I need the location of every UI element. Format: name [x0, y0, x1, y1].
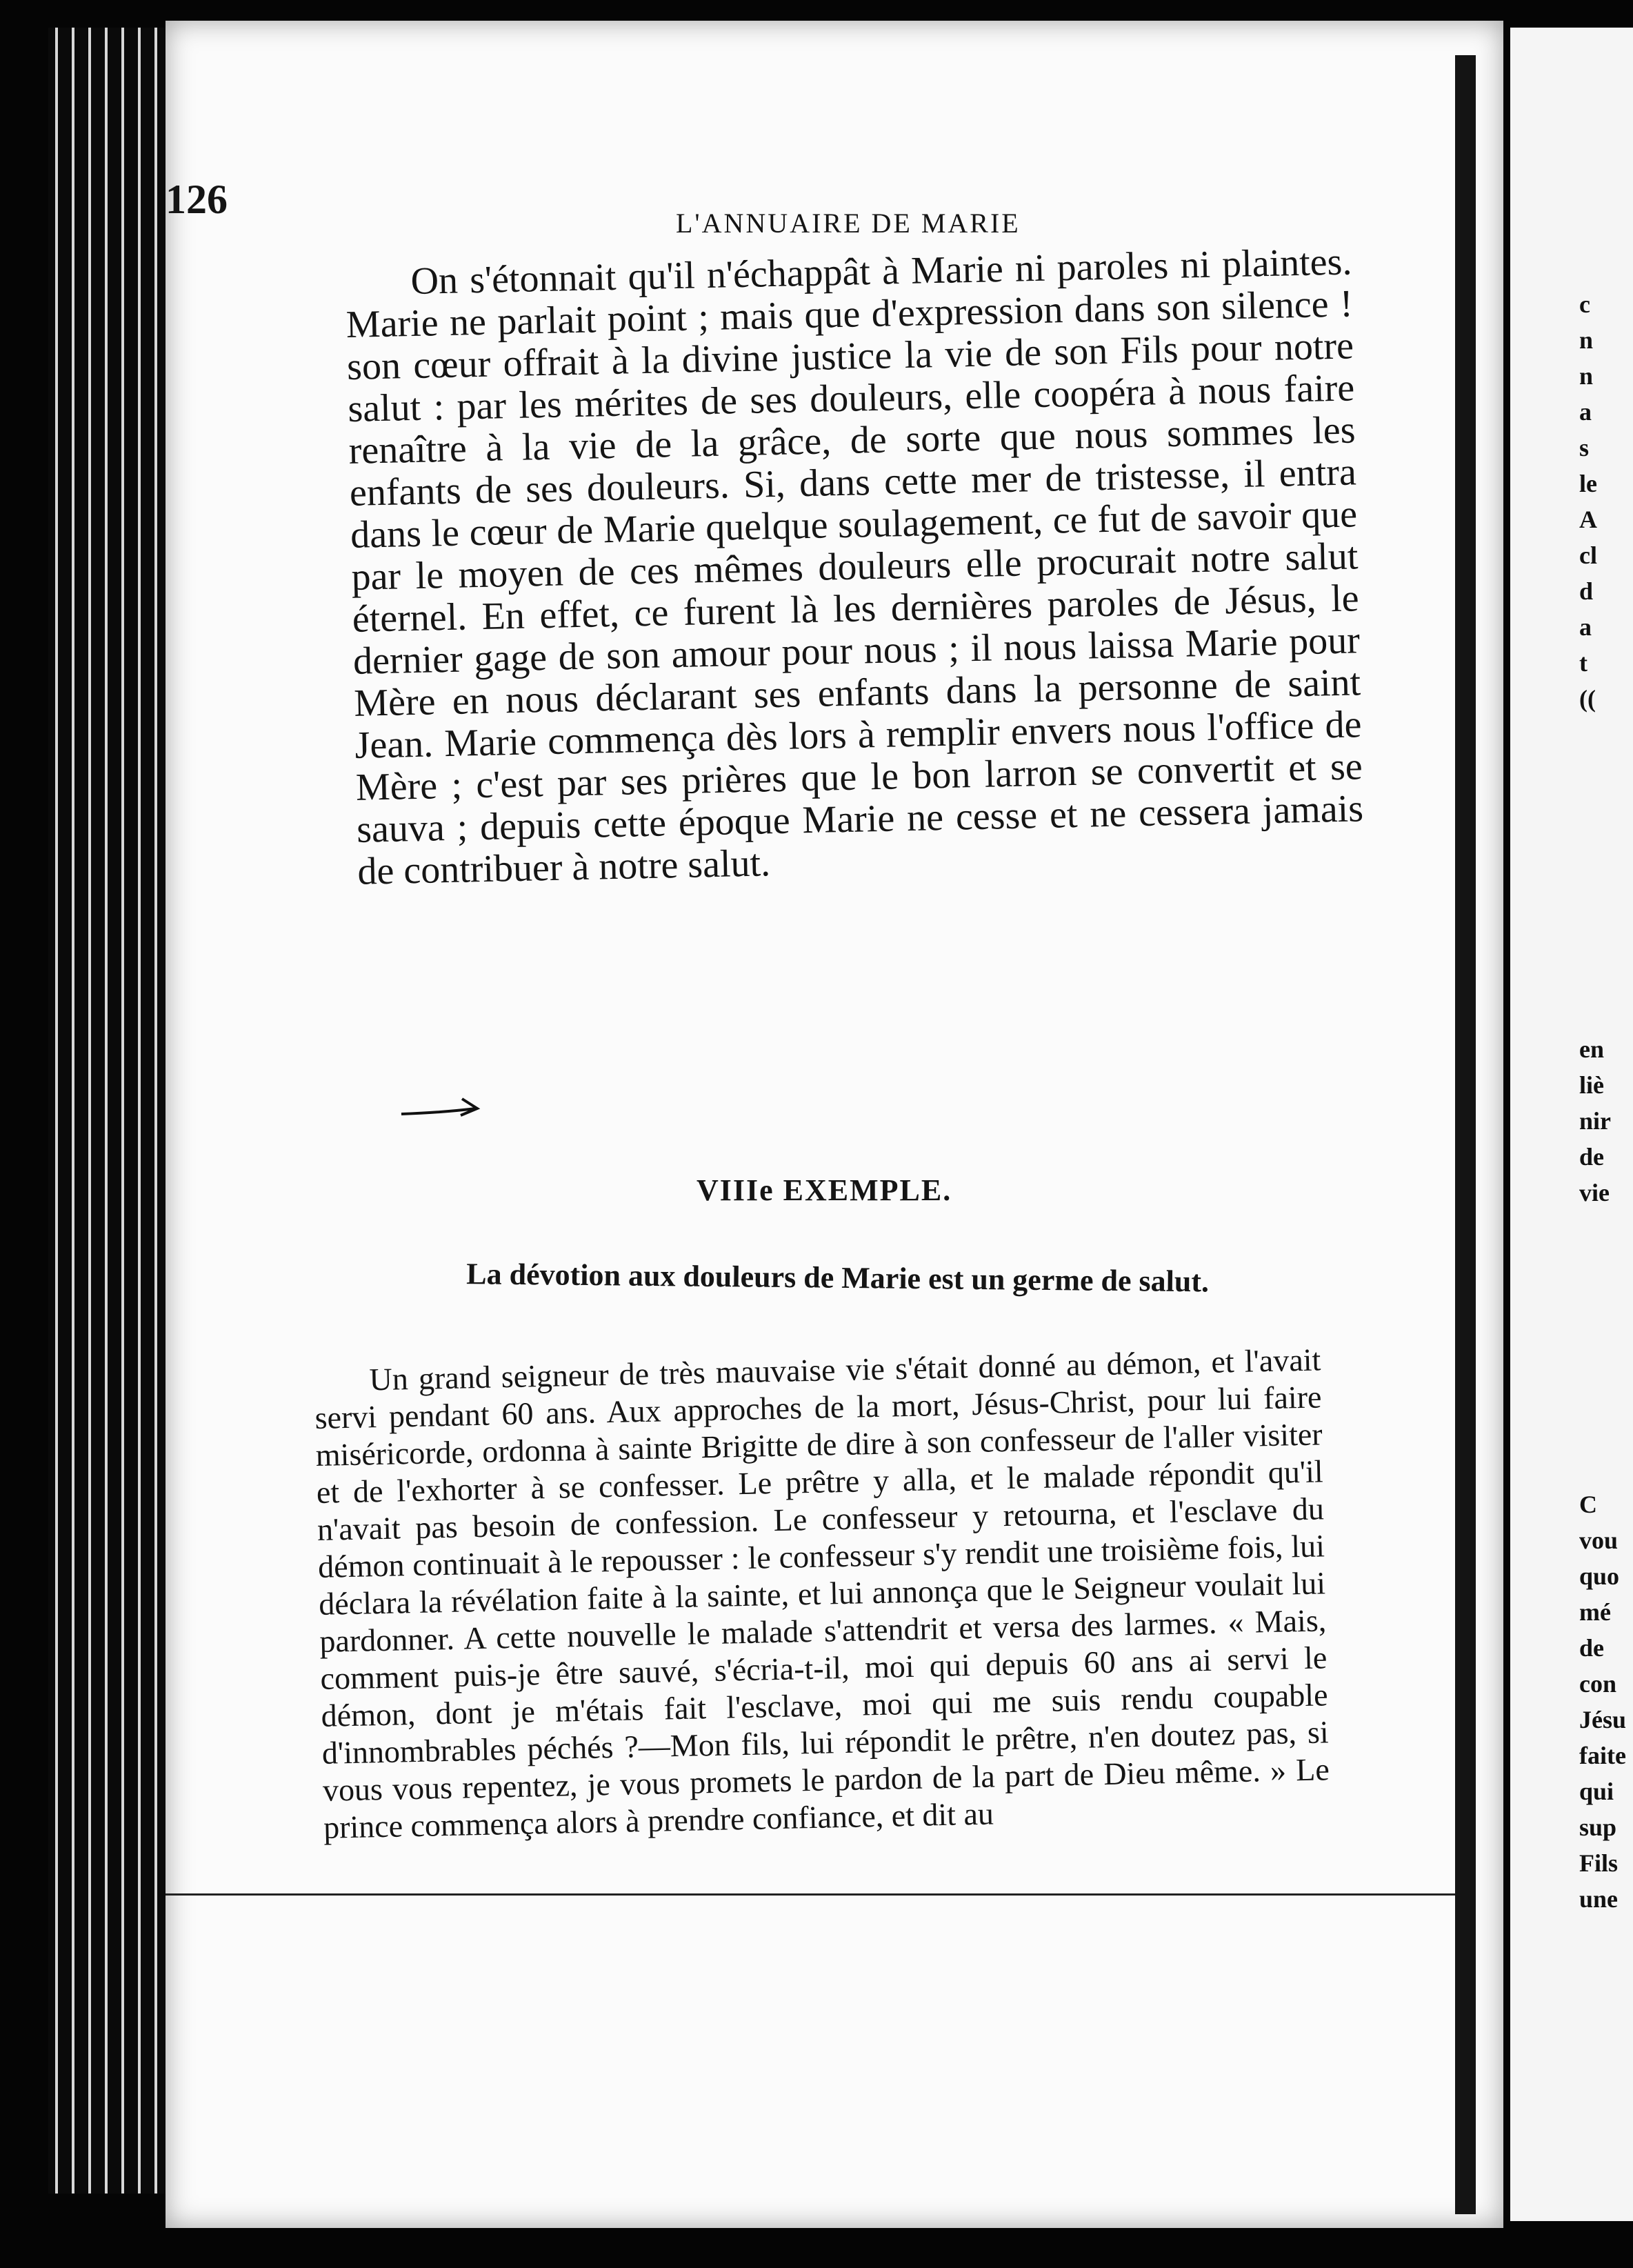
- facing-page-fragment: quo: [1579, 1562, 1620, 1590]
- example-text: Un grand seigneur de très mauvaise vie s'était donné au démon, et l'avait servi pendant 60 ans. Aux approches de la mort, Jésus-Christ, pour lui faire miséricorde, ordonna à sainte Brigitte de dire à son confesseur de l'aller visiter et de l'exhorter à se confesser. Le prêtre y alla, et le malade répondit qu'il n'avait pas besoin de confession. Le confesseur y retourna, et l'esclave du démon continuait à le repousser : le confesseur s'y rendit une troisième fois, lui déclara la révélation faite à la sainte, et lui annonça que le Seigneur voulait lui pardonner. A cette nouvelle le malade s'attendrit et versa des larmes. « Mais, comment puis-je être sauvé, s'écria-t-il, moi qui depuis 60 ans ai servi le démon, dont je m'étais fait l'esclave, moi qui me suis rendu coupable d'innombrables péchés ?—Mon fils, lui répondit le prêtre, n'en doutez pas, si vous vous repentez, je vous promets le pardon de la part de Dieu même. » Le prince commença alors à prendre confiance, et dit au: [314, 1342, 1330, 1845]
- facing-page-fragment: de: [1579, 1143, 1604, 1171]
- main-paragraph: [345, 241, 1365, 893]
- example-text-block: [314, 1341, 1330, 1846]
- facing-page-fragment: C: [1579, 1491, 1597, 1518]
- facing-page-fragment: sup: [1579, 1813, 1617, 1841]
- facing-page-fragment: faite: [1579, 1742, 1626, 1769]
- facing-page-fragment: Jésu: [1579, 1706, 1627, 1733]
- facing-page-fragment: mé: [1579, 1598, 1611, 1626]
- facing-page-fragment: a: [1579, 398, 1592, 426]
- facing-page: [1510, 28, 1633, 2221]
- facing-page-fragment: A: [1579, 506, 1597, 533]
- paragraph-text: On s'étonnait qu'il n'échappât à Marie ni paroles ni plaintes. Marie ne parlait point ; mais que d'expression dans son silence ! son cœur offrait à la divine justice la vie de son Fils pour notre salut : par les mérites de ses douleurs, elle coopéra à nous faire renaître à la vie de la grâce, de sorte que nous sommes les enfants de ses douleurs. Si, dans cette mer de tristesse, il entra dans le cœur de Marie quelque soulagement, ce fut de savoir que par le moyen de ces mêmes douleurs elle procurait notre salut éternel. En effet, ce furent là les dernières paroles de Jésus, le dernier gage de son amour pour nous ; il nous laissa Marie pour Mère en nous déclarant ses enfants dans la personne de saint Jean. Marie commença dès lors à remplir envers nous l'office de Mère ; c'est par ses prières que le bon larron se convertit et se sauva ; depuis cette époque Marie ne cesse et ne cessera jamais de contribuer à notre salut.: [345, 240, 1364, 893]
- facing-page-fragment: c: [1579, 290, 1590, 318]
- facing-page-fragment: en: [1579, 1035, 1604, 1063]
- facing-page-fragment: n: [1579, 362, 1594, 390]
- running-title: L'ANNUAIRE DE MARIE: [676, 208, 1021, 239]
- facing-page-fragment: t: [1579, 649, 1587, 677]
- facing-page-fragment: une: [1579, 1885, 1619, 1913]
- facing-page-fragment: vou: [1579, 1526, 1619, 1554]
- facing-page-fragment: s: [1579, 434, 1590, 461]
- section-subtitle: La dévotion aux douleurs de Marie est un germe de salut.: [466, 1257, 1210, 1299]
- scan-line-artifact: [166, 1893, 1455, 1896]
- facing-page-fragment: n: [1579, 326, 1594, 354]
- facing-page-fragment: cl: [1579, 541, 1597, 569]
- facing-page-fragment: liè: [1579, 1071, 1604, 1099]
- book-gutter: [1455, 55, 1476, 2214]
- book-page-edges: [48, 28, 179, 2194]
- facing-page-fragment: d: [1579, 577, 1594, 605]
- facing-page-fragment: ((: [1579, 685, 1596, 713]
- page-number: 126: [166, 177, 228, 222]
- pencil-arrow-mark: [400, 1093, 483, 1121]
- facing-page-fragment: qui: [1579, 1778, 1614, 1805]
- facing-page-fragment: a: [1579, 613, 1592, 641]
- facing-page-fragment: Fils: [1579, 1849, 1619, 1877]
- section-heading: VIIIe EXEMPLE.: [697, 1173, 952, 1207]
- facing-page-fragment: nir: [1579, 1107, 1612, 1135]
- facing-page-fragment: con: [1579, 1670, 1616, 1698]
- facing-page-fragment: le: [1579, 470, 1597, 497]
- facing-page-fragment: de: [1579, 1634, 1604, 1662]
- facing-page-fragment: vie: [1579, 1179, 1610, 1206]
